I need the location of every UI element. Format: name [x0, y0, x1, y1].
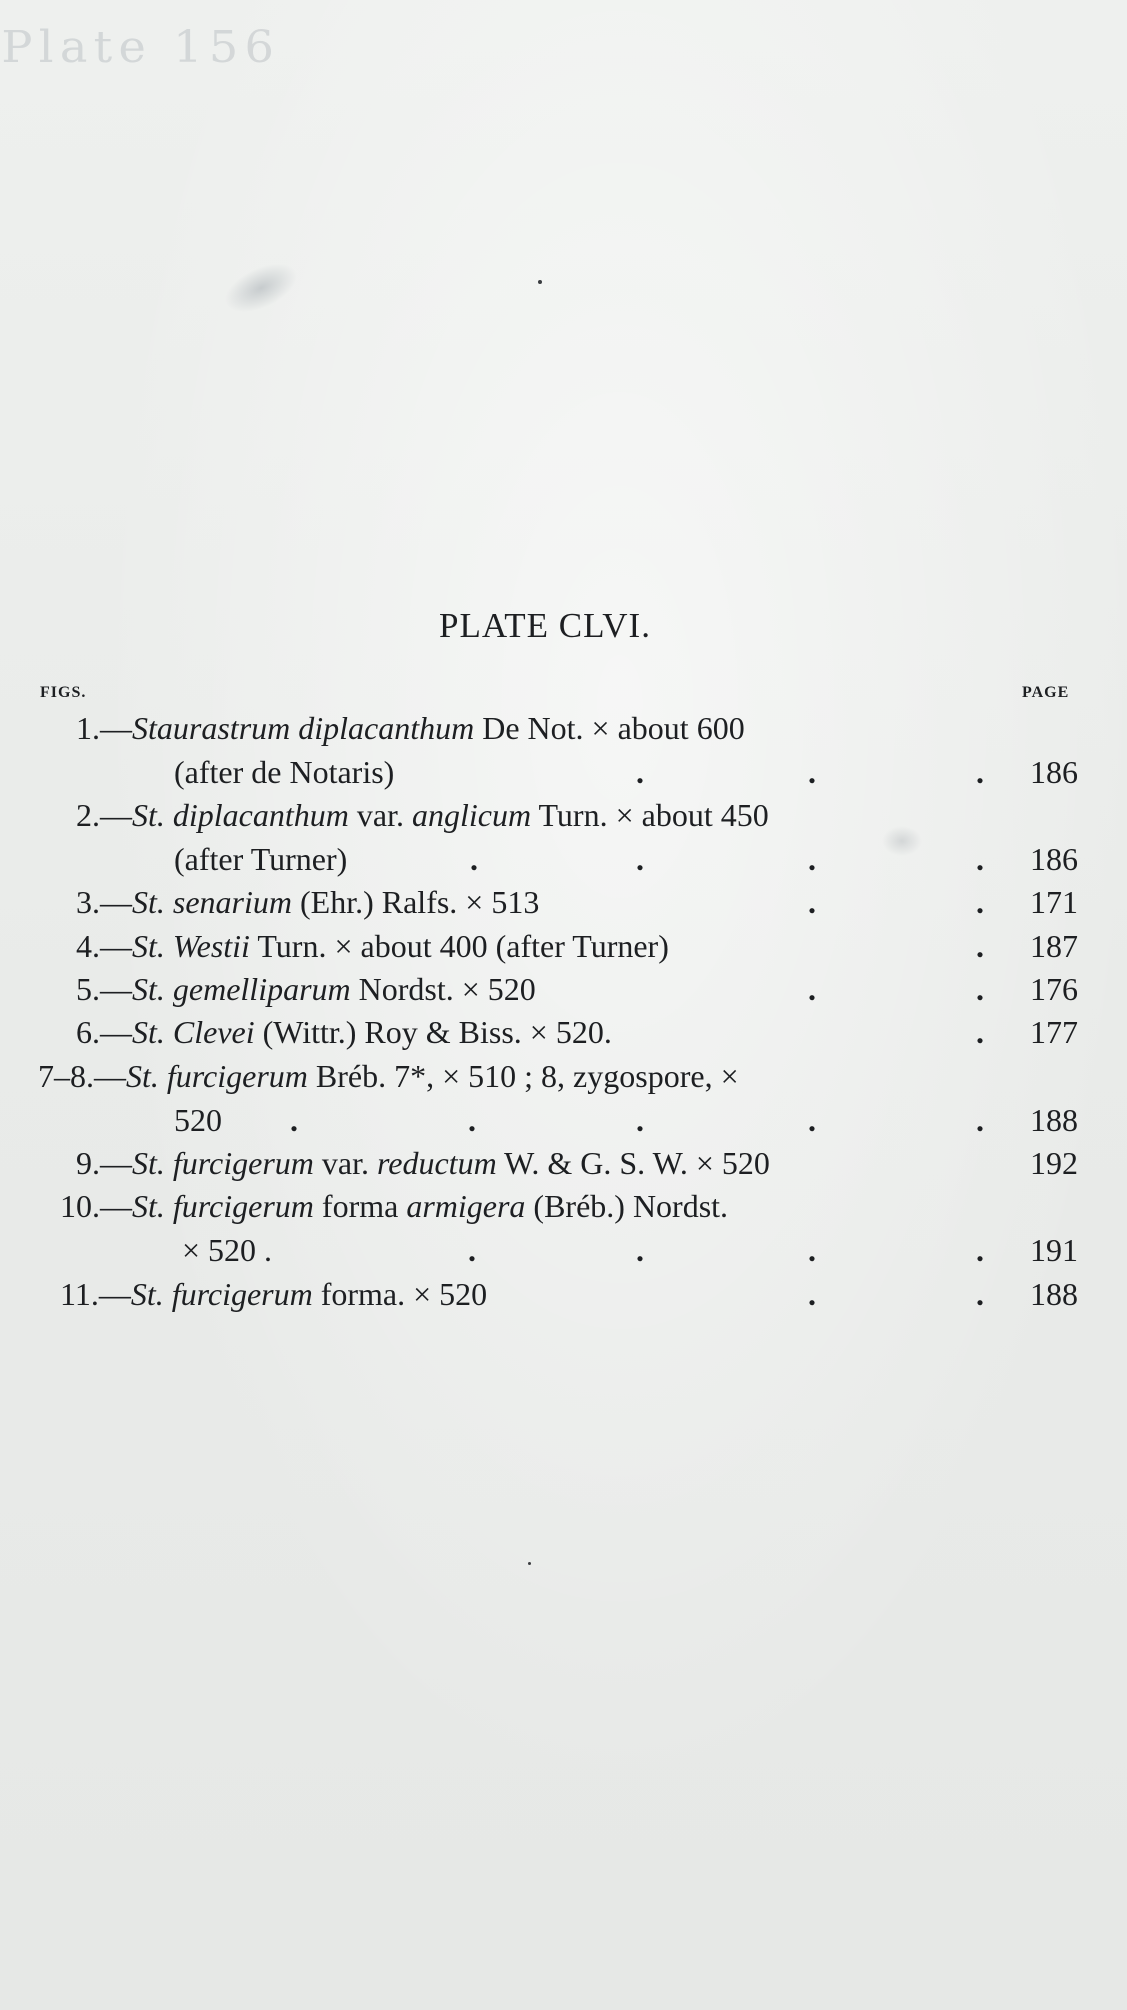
leader-dot: . — [976, 754, 984, 790]
leader-dot: . — [468, 1102, 476, 1138]
leader-dot: . — [470, 841, 478, 877]
plate-title: PLATE CLVI. — [439, 606, 651, 645]
ink-speck — [528, 1562, 531, 1565]
ink-speck — [538, 280, 542, 284]
entry-text: (Bréb.) Nordst. — [525, 1188, 729, 1224]
entry-continuation: × 520 . — [182, 1232, 273, 1268]
figure-entry-2 — [76, 799, 769, 831]
leader-dot: . — [976, 884, 984, 920]
leader-dot: . — [290, 1102, 298, 1138]
variety-name: reductum — [377, 1145, 497, 1181]
entry-text: (Wittr.) Roy & Biss. × 520. — [254, 1014, 612, 1050]
leader-dot: . — [808, 754, 816, 790]
entry-text: W. & G. S. W. × 520 — [496, 1145, 770, 1181]
page-column-label: PAGE — [1022, 684, 1070, 701]
taxon-name: St. furcigerum — [132, 1145, 314, 1181]
entry-text: Nordst. × 520 — [350, 971, 536, 1007]
taxon-name: St. Clevei — [132, 1014, 255, 1050]
smudge-mark — [217, 253, 305, 322]
figure-entry-7-8 — [38, 1060, 739, 1092]
page-number: 186 — [1030, 754, 1078, 790]
entry-text: Turn. × about 400 (after Turner) — [249, 928, 669, 964]
figure-number: 2.— — [76, 797, 132, 833]
entry-text: Turn. × about 450 — [531, 797, 769, 833]
figure-entry-10 — [60, 1190, 728, 1222]
entry-text: (Ehr.) Ralfs. × 513 — [292, 884, 540, 920]
figure-number: 6.— — [76, 1014, 132, 1050]
taxon-name: St. furcigerum — [126, 1058, 308, 1094]
taxon-name: St. senarium — [132, 884, 292, 920]
leader-dot: . — [976, 1102, 984, 1138]
page-number: 191 — [1030, 1232, 1078, 1268]
page-number: 188 — [1030, 1276, 1078, 1312]
taxon-name: St. furcigerum — [132, 1188, 314, 1224]
figure-entry-11 — [60, 1278, 487, 1310]
taxon-name: Staurastrum diplacanthum — [132, 710, 475, 746]
figure-number: 7–8.— — [38, 1058, 126, 1094]
entry-text: De Not. × about 600 — [474, 710, 745, 746]
leader-dot: . — [808, 884, 816, 920]
leader-dot: . — [976, 971, 984, 1007]
leader-dot: . — [808, 971, 816, 1007]
show-through-text: Plate 156 — [1, 22, 281, 73]
figure-number: 10.— — [60, 1188, 132, 1224]
leader-dot: . — [636, 754, 644, 790]
entry-continuation: (after Turner) — [174, 841, 348, 877]
smudge-mark — [882, 826, 922, 856]
entry-continuation: (after de Notaris) — [174, 754, 395, 790]
leader-dot: . — [808, 1232, 816, 1268]
figure-entry-4 — [76, 930, 669, 962]
page-number: 176 — [1030, 971, 1078, 1007]
figure-number: 3.— — [76, 884, 132, 920]
leader-dot: . — [808, 1102, 816, 1138]
taxon-name: St. Westii — [132, 928, 250, 964]
page-number: 186 — [1030, 841, 1078, 877]
entry-text: var. — [348, 797, 412, 833]
figs-column-label: FIGS. — [40, 684, 87, 701]
taxon-name: St. diplacanthum — [132, 797, 349, 833]
taxon-name: St. gemelliparum — [132, 971, 351, 1007]
leader-dot: . — [636, 1232, 644, 1268]
form-name: armigera — [406, 1188, 526, 1224]
figure-entry-1 — [76, 712, 745, 744]
variety-name: anglicum — [411, 797, 532, 833]
entry-text: Bréb. 7*, × 510 ; 8, zygospore, × — [307, 1058, 739, 1094]
figure-entry-9 — [76, 1147, 770, 1179]
figure-number: 5.— — [76, 971, 132, 1007]
figure-number: 11.— — [60, 1276, 131, 1312]
page-number: 171 — [1030, 884, 1078, 920]
leader-dot: . — [976, 1276, 984, 1312]
taxon-name: St. furcigerum — [130, 1276, 313, 1312]
leader-dot: . — [976, 841, 984, 877]
leader-dot: . — [976, 928, 984, 964]
leader-dot: . — [808, 1276, 816, 1312]
figure-number: 4.— — [76, 928, 132, 964]
leader-dot: . — [976, 1232, 984, 1268]
leader-dot: . — [976, 1014, 984, 1050]
leader-dot: . — [468, 1232, 476, 1268]
entry-text: var. — [313, 1145, 377, 1181]
entry-text: forma. × 520 — [312, 1276, 488, 1312]
figure-number: 9.— — [76, 1145, 132, 1181]
entry-continuation: 520 — [174, 1102, 222, 1138]
page-number: 192 — [1030, 1145, 1078, 1181]
leader-dot: . — [808, 841, 816, 877]
entry-text: forma — [313, 1188, 407, 1224]
page-number: 177 — [1030, 1014, 1078, 1050]
page-number: 187 — [1030, 928, 1078, 964]
leader-dot: . — [636, 1102, 644, 1138]
figure-entry-6 — [76, 1016, 612, 1048]
page-number: 188 — [1030, 1102, 1078, 1138]
figure-number: 1.— — [76, 710, 132, 746]
leader-dot: . — [636, 841, 644, 877]
figure-entry-5 — [76, 973, 536, 1005]
figure-entry-3 — [76, 886, 539, 918]
